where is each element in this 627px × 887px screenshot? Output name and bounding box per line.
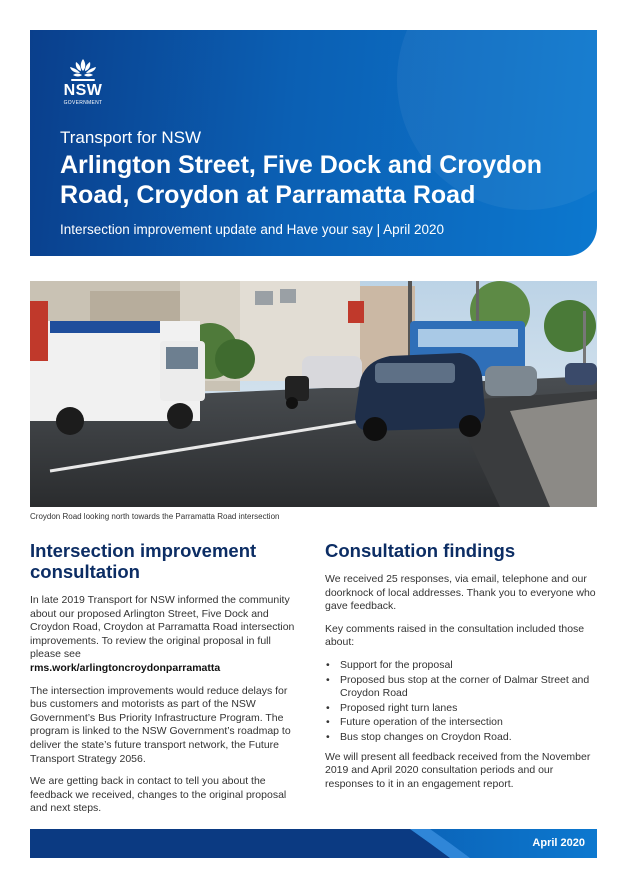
right-column (325, 540, 597, 800)
logo-subtext: GOVERNMENT (63, 100, 103, 106)
footer-date: April 2020 (532, 837, 585, 849)
street-photo (30, 281, 597, 507)
paragraph-responses: We received 25 responses, via email, telephone and our doorknock of local addresses. Thank you to everyone who gave feedback. (325, 573, 596, 613)
list-item: • Bus stop changes on Croydon Road. (325, 731, 597, 745)
paragraph-intro: In late 2019 Transport for NSW informed the community about our proposed Arlington Street, Five Dock and Croydon Road, Croydon at Parramatta Road intersection improvements. To review the original proposal in full please see (30, 594, 295, 661)
nsw-government-logo (60, 58, 106, 112)
street-scene-image (30, 281, 597, 507)
waratah-icon (66, 58, 100, 82)
list-item: • Future operation of the intersection (325, 716, 597, 730)
section-heading-consultation: Intersection improvement consultation (30, 540, 257, 582)
logo-wordmark: NSW (63, 82, 103, 99)
list-item: • Proposed bus stop at the corner of Dalmar Street and Croydon Road (325, 674, 597, 701)
paragraph-key-comments: Key comments raised in the consultation included those about: (325, 622, 585, 649)
section-heading-findings: Consultation findings (325, 540, 516, 561)
paragraph-next: We are getting back in contact to tell you about the feedback we received, changes to the original proposal and next steps. (30, 775, 287, 815)
paragraph-benefits: The intersection improvements would reduce delays for bus customers and motorists as part of the NSW Government’s Bus Priority Infrastructure Program. The program is linked to the NSW Government’s roadmap to deliver the state’s future transport network, the Future Transport Strategy 2056. (30, 684, 291, 765)
list-item: • Proposed right turn lanes (325, 702, 597, 716)
list-item: • Support for the proposal (325, 659, 597, 673)
agency-name: Transport for NSW (60, 128, 202, 147)
header-banner (30, 30, 597, 256)
proposal-link[interactable]: rms.work/arlingtoncroydonparramatta (30, 661, 221, 674)
page-subtitle: Intersection improvement update and Have your say | April 2020 (60, 222, 444, 237)
footer-bar (30, 829, 597, 858)
footer-wave-decoration (30, 829, 597, 858)
comments-list (325, 659, 597, 745)
paragraph-report: We will present all feedback received from the November 2019 and April 2020 consultation periods and our responses to it in an engagement report. (325, 750, 591, 790)
left-column (30, 540, 302, 825)
photo-caption: Croydon Road looking north towards the Parramatta Road intersection (30, 512, 280, 521)
page-title: Arlington Street, Five Dock and Croydon Road, Croydon at Parramatta Road (60, 151, 542, 209)
